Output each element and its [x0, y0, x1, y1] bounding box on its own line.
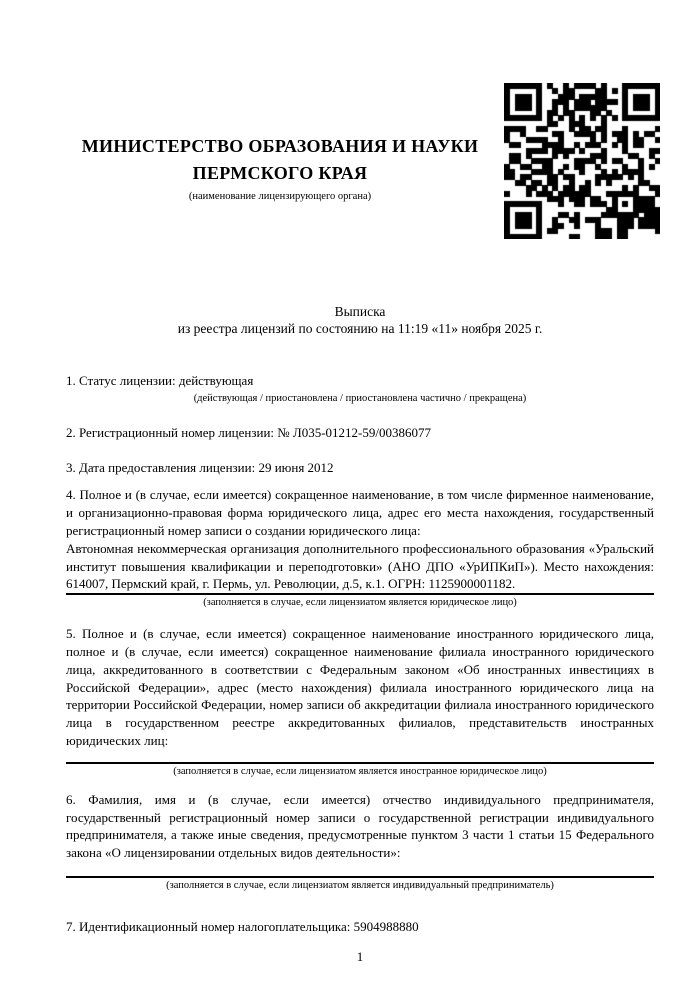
foreign-entity-caption: (заполняется в случае, если лицензиатом является иностранное юридическое лицо): [173, 765, 547, 777]
ministry-title-line1: МИНИСТЕРСТВО ОБРАЗОВАНИЯ И НАУКИ: [81, 136, 479, 156]
extract-title: Выписка: [334, 304, 386, 319]
fill-in-rule-foreign-entity: [66, 762, 654, 764]
fill-in-rule-legal-entity: [66, 593, 654, 595]
fill-in-rule-entrepreneur: [66, 876, 654, 878]
item-registration-number: [66, 424, 654, 442]
entrepreneur-caption: (заполняется в случае, если лицензиатом является индивидуальный предприниматель): [166, 879, 554, 891]
foreign-entity-heading: 5. Полное и (в случае, если имеется) сокращенное наименование иностранного юридического лица, полное и (в случае, если имеется) сокращенное наименование филиала иностранного юридического лица, аккредитованного в соответствии с Федеральным законом «Об иностранных инвестициях в Российской Федерации», адрес (место нахождения) филиала иностранного юридического лица на территории Российской Федерации, номер записи об аккредитации филиала иностранного юридического лица в государственном реестре аккредитованных филиалов, представительств иностранных юридических лиц:: [66, 626, 654, 748]
ministry-title-line2: ПЕРМСКОГО КРАЯ: [192, 163, 368, 183]
org-name-caption: (наименование лицензирующего органа): [188, 191, 372, 202]
extract-subtitle: из реестра лицензий по состоянию на 11:19 «11» ноября 2025 г.: [177, 321, 543, 336]
item-grant-date: [66, 459, 654, 477]
entrepreneur-heading: 6. Фамилия, имя и (в случае, если имеется) отчество индивидуального предпринимателя, государственный регистрационный номер записи о государственной регистрации индивидуального предпринимателя, а также иные сведения, предусмотренные пунктом 3 части 1 статьи 15 Федерального закона «О лицензировании отдельных видов деятельности»:: [66, 791, 654, 861]
qr-code: [504, 83, 660, 239]
registration-number-text: 2. Регистрационный номер лицензии: № Л035-01212-59/00386077: [66, 424, 432, 440]
legal-entity-value: Автономная некоммерческая организация дополнительного профессионального образования «Уральский институт повышения квалификации и переподготовки» (АНО ДПО «УрИПКиП»). Место нахождения: 614007, Пермский край, г. Пермь, ул. Революции, д.5, к.1. ОГРН: 1125900001182.: [66, 540, 654, 592]
license-status-text: 1. Статус лицензии: действующая: [66, 373, 254, 388]
licensing-authority-header: [62, 133, 498, 203]
document-body: [66, 303, 654, 966]
item-entrepreneur: [66, 791, 654, 892]
legal-entity-caption: (заполняется в случае, если лицензиатом является юридическое лицо): [203, 597, 517, 609]
legal-entity-heading: 4. Полное и (в случае, если имеется) сокращенное наименование, в том числе фирменное наименование, и организационно-правовая форма юридического лица, адрес его места нахождения, государственный регистрационный номер записи о создании юридического лица:: [66, 487, 654, 538]
page-number: 1: [356, 948, 364, 964]
item-taxpayer-number: [66, 918, 654, 936]
item-license-status: [66, 372, 654, 405]
item-foreign-entity: [66, 625, 654, 778]
ministry-title: [62, 133, 498, 187]
taxpayer-number-text: 7. Идентификационный номер налогоплательщика: 5904988880: [66, 918, 419, 934]
item-legal-entity: [66, 486, 654, 609]
document-title-block: [66, 303, 654, 337]
grant-date-text: 3. Дата предоставления лицензии: 29 июня 2012: [66, 459, 334, 475]
license-status-options-caption: (действующая / приостановлена / приостановлена частично / прекращена): [193, 392, 527, 404]
